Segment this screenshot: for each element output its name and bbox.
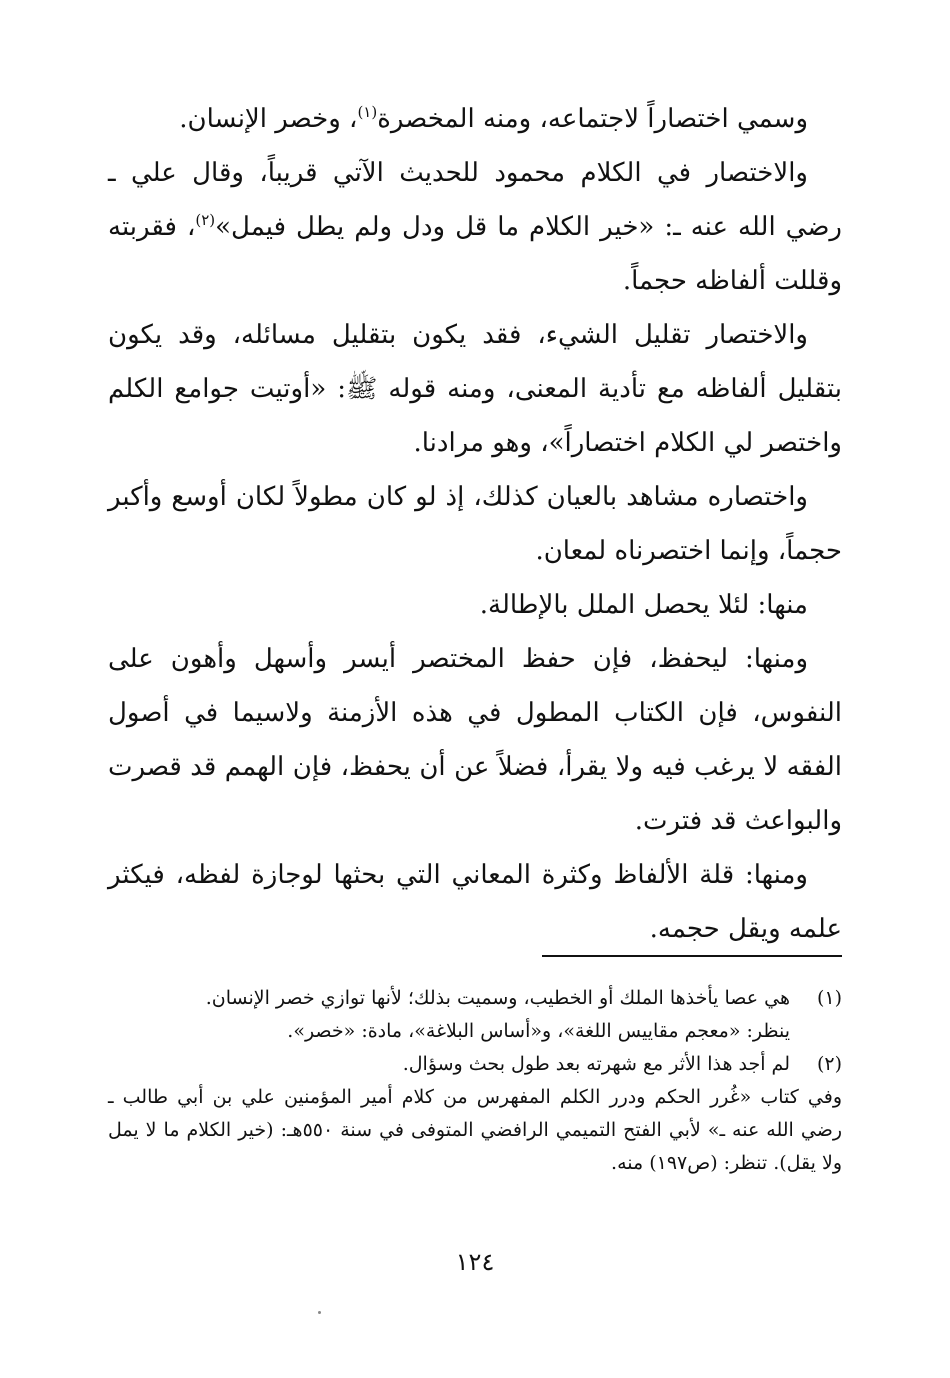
paragraph-6: ومنها: ليحفظ، فإن حفظ المختصر أيسر وأسهل وأهون على النفوس، فإن الكتاب المطول في هذه الأزمنة ولاسيما في أصول الفقه لا يرغب فيه ولا يقرأ، فضلاً عن أن يحفظ، فإن الهمم قد قصرت والبواعث قد فترت.: [108, 644, 843, 836]
footnote-ref-2[interactable]: (٢): [195, 211, 216, 229]
footnote-divider: [542, 955, 842, 957]
footnote-ref-1[interactable]: (١): [357, 103, 378, 121]
main-text: [108, 92, 842, 956]
footnote-line: ينظر: «معجم مقاييس اللغة»، و«أساس البلاغة»، مادة: «خصر».: [287, 1020, 790, 1042]
paragraph-3: والاختصار تقليل الشيء، فقد يكون بتقليل مسائله، وقد يكون بتقليل ألفاظه مع تأدية المعنى، ومنه قوله ﷺ: «أوتيت جوامع الكلم واختصر لي الكلام اختصاراً»، وهو مرادنا.: [108, 320, 842, 458]
paragraph-7: ومنها: قلة الألفاظ وكثرة المعاني التي بحثها لوجازة لفظه، فيكثر علمه ويقل حجمه.: [108, 860, 842, 944]
footnote-line: هي عصا يأخذها الملك أو الخطيب، وسميت بذلك؛ لأنها توازي خصر الإنسان.: [205, 987, 790, 1009]
paragraph-2: والاختصار في الكلام محمود للحديث الآتي قريباً، وقال علي ـ رضي الله عنه ـ: «خير الكلام ما قل ودل ولم يطل فيمل»$^{(٢)}$، فقربته وقللت ألفاظه حجماً.: [108, 158, 842, 296]
footnote-2: [108, 1048, 842, 1081]
footnote-body: [108, 982, 790, 1048]
footnote-1: [108, 982, 842, 1048]
paragraph-5: منها: لئلا يحصل الملل بالإطالة.: [479, 590, 808, 620]
footnote-number: (٢): [816, 1053, 842, 1075]
paragraph-1: وسمي اختصاراً لاجتماعه، ومنه المخصرة$^{(١)}$، وخصر الإنسان.: [179, 103, 808, 134]
footnote-2-continuation: وفي كتاب «غُرر الحكم ودرر الكلم المفهرس من كلام أمير المؤمنين علي بن أبي طالب ـ رضي الله عنه ـ» لأبي الفتح التميمي الرافضي المتوفى في سنة ٥٥٠هـ: (خير الكلام ما لا يمل ولا يقل). تنظر: (ص١٩٧) منه.: [108, 1086, 842, 1174]
footnote-body: [108, 1048, 790, 1081]
footnotes: [108, 982, 842, 1180]
paragraph-4: واختصاره مشاهد بالعيان كذلك، إذ لو كان مطولاً لكان أوسع وأكبر حجماً، وإنما اختصرناه لمعان.: [108, 482, 842, 566]
scan-speck: [318, 1311, 321, 1314]
footnote-line: لم أجد هذا الأثر مع شهرته بعد طول بحث وسؤال.: [402, 1053, 790, 1075]
page-number: ١٢٤: [455, 1248, 495, 1276]
footnote-number: (١): [816, 987, 842, 1009]
